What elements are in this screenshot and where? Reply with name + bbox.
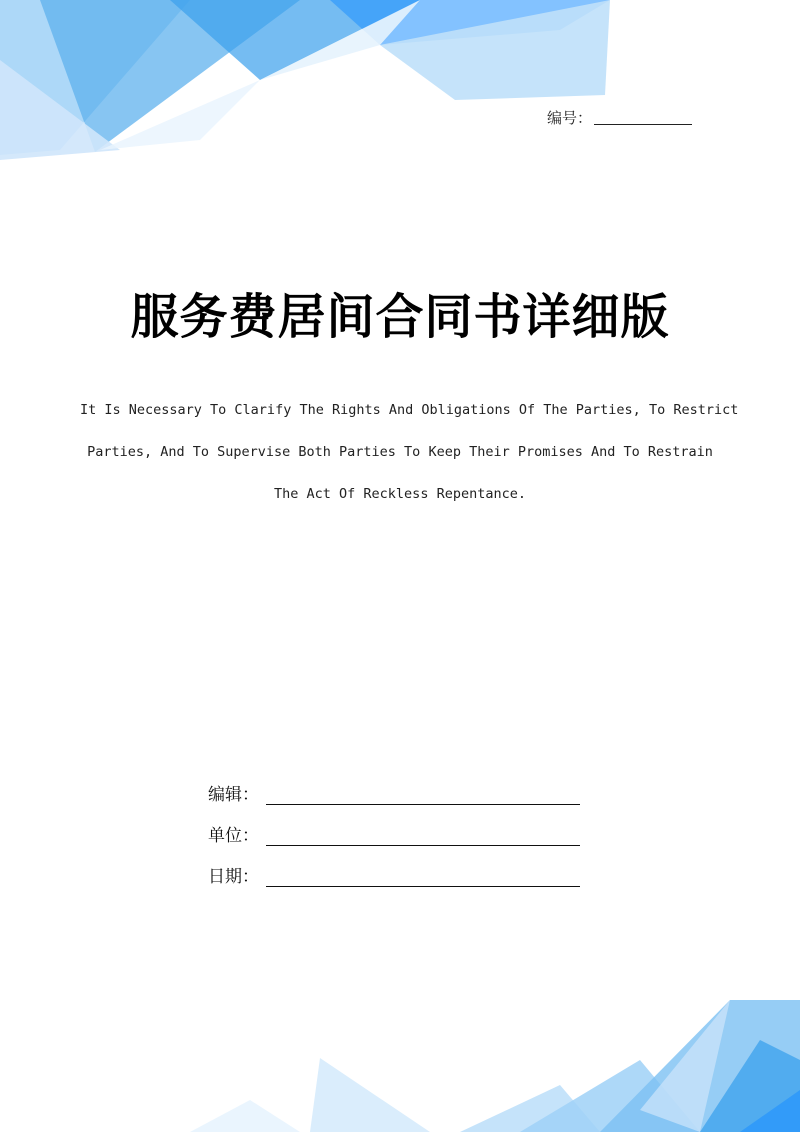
bottom-decorative-shapes: [0, 1000, 800, 1132]
document-subtitle: [80, 396, 739, 522]
editor-field[interactable]: [266, 781, 580, 805]
document-number: [547, 104, 692, 128]
field-row-editor: [208, 772, 580, 813]
top-decorative-shapes: [0, 0, 620, 170]
date-label: 日期：: [208, 867, 259, 887]
field-row-date: [208, 854, 580, 895]
document-number-label: 编号：: [547, 109, 593, 127]
document-number-line[interactable]: [594, 124, 692, 125]
subtitle-line-2: Parties, And To Supervise Both Parties To Keep Their Promises And To Restrain: [87, 444, 713, 460]
date-field[interactable]: [266, 863, 580, 887]
field-row-unit: [208, 813, 580, 854]
unit-label: 单位：: [208, 826, 259, 846]
form-fields: [208, 772, 580, 895]
subtitle-line-3: The Act Of Reckless Repentance.: [274, 486, 526, 502]
editor-label: 编辑：: [208, 785, 259, 805]
subtitle-line-1: It Is Necessary To Clarify The Rights And Obligations Of The Parties, To Restrict: [80, 402, 739, 418]
document-title: 服务费居间合同书详细版: [130, 289, 670, 345]
unit-field[interactable]: [266, 822, 580, 846]
